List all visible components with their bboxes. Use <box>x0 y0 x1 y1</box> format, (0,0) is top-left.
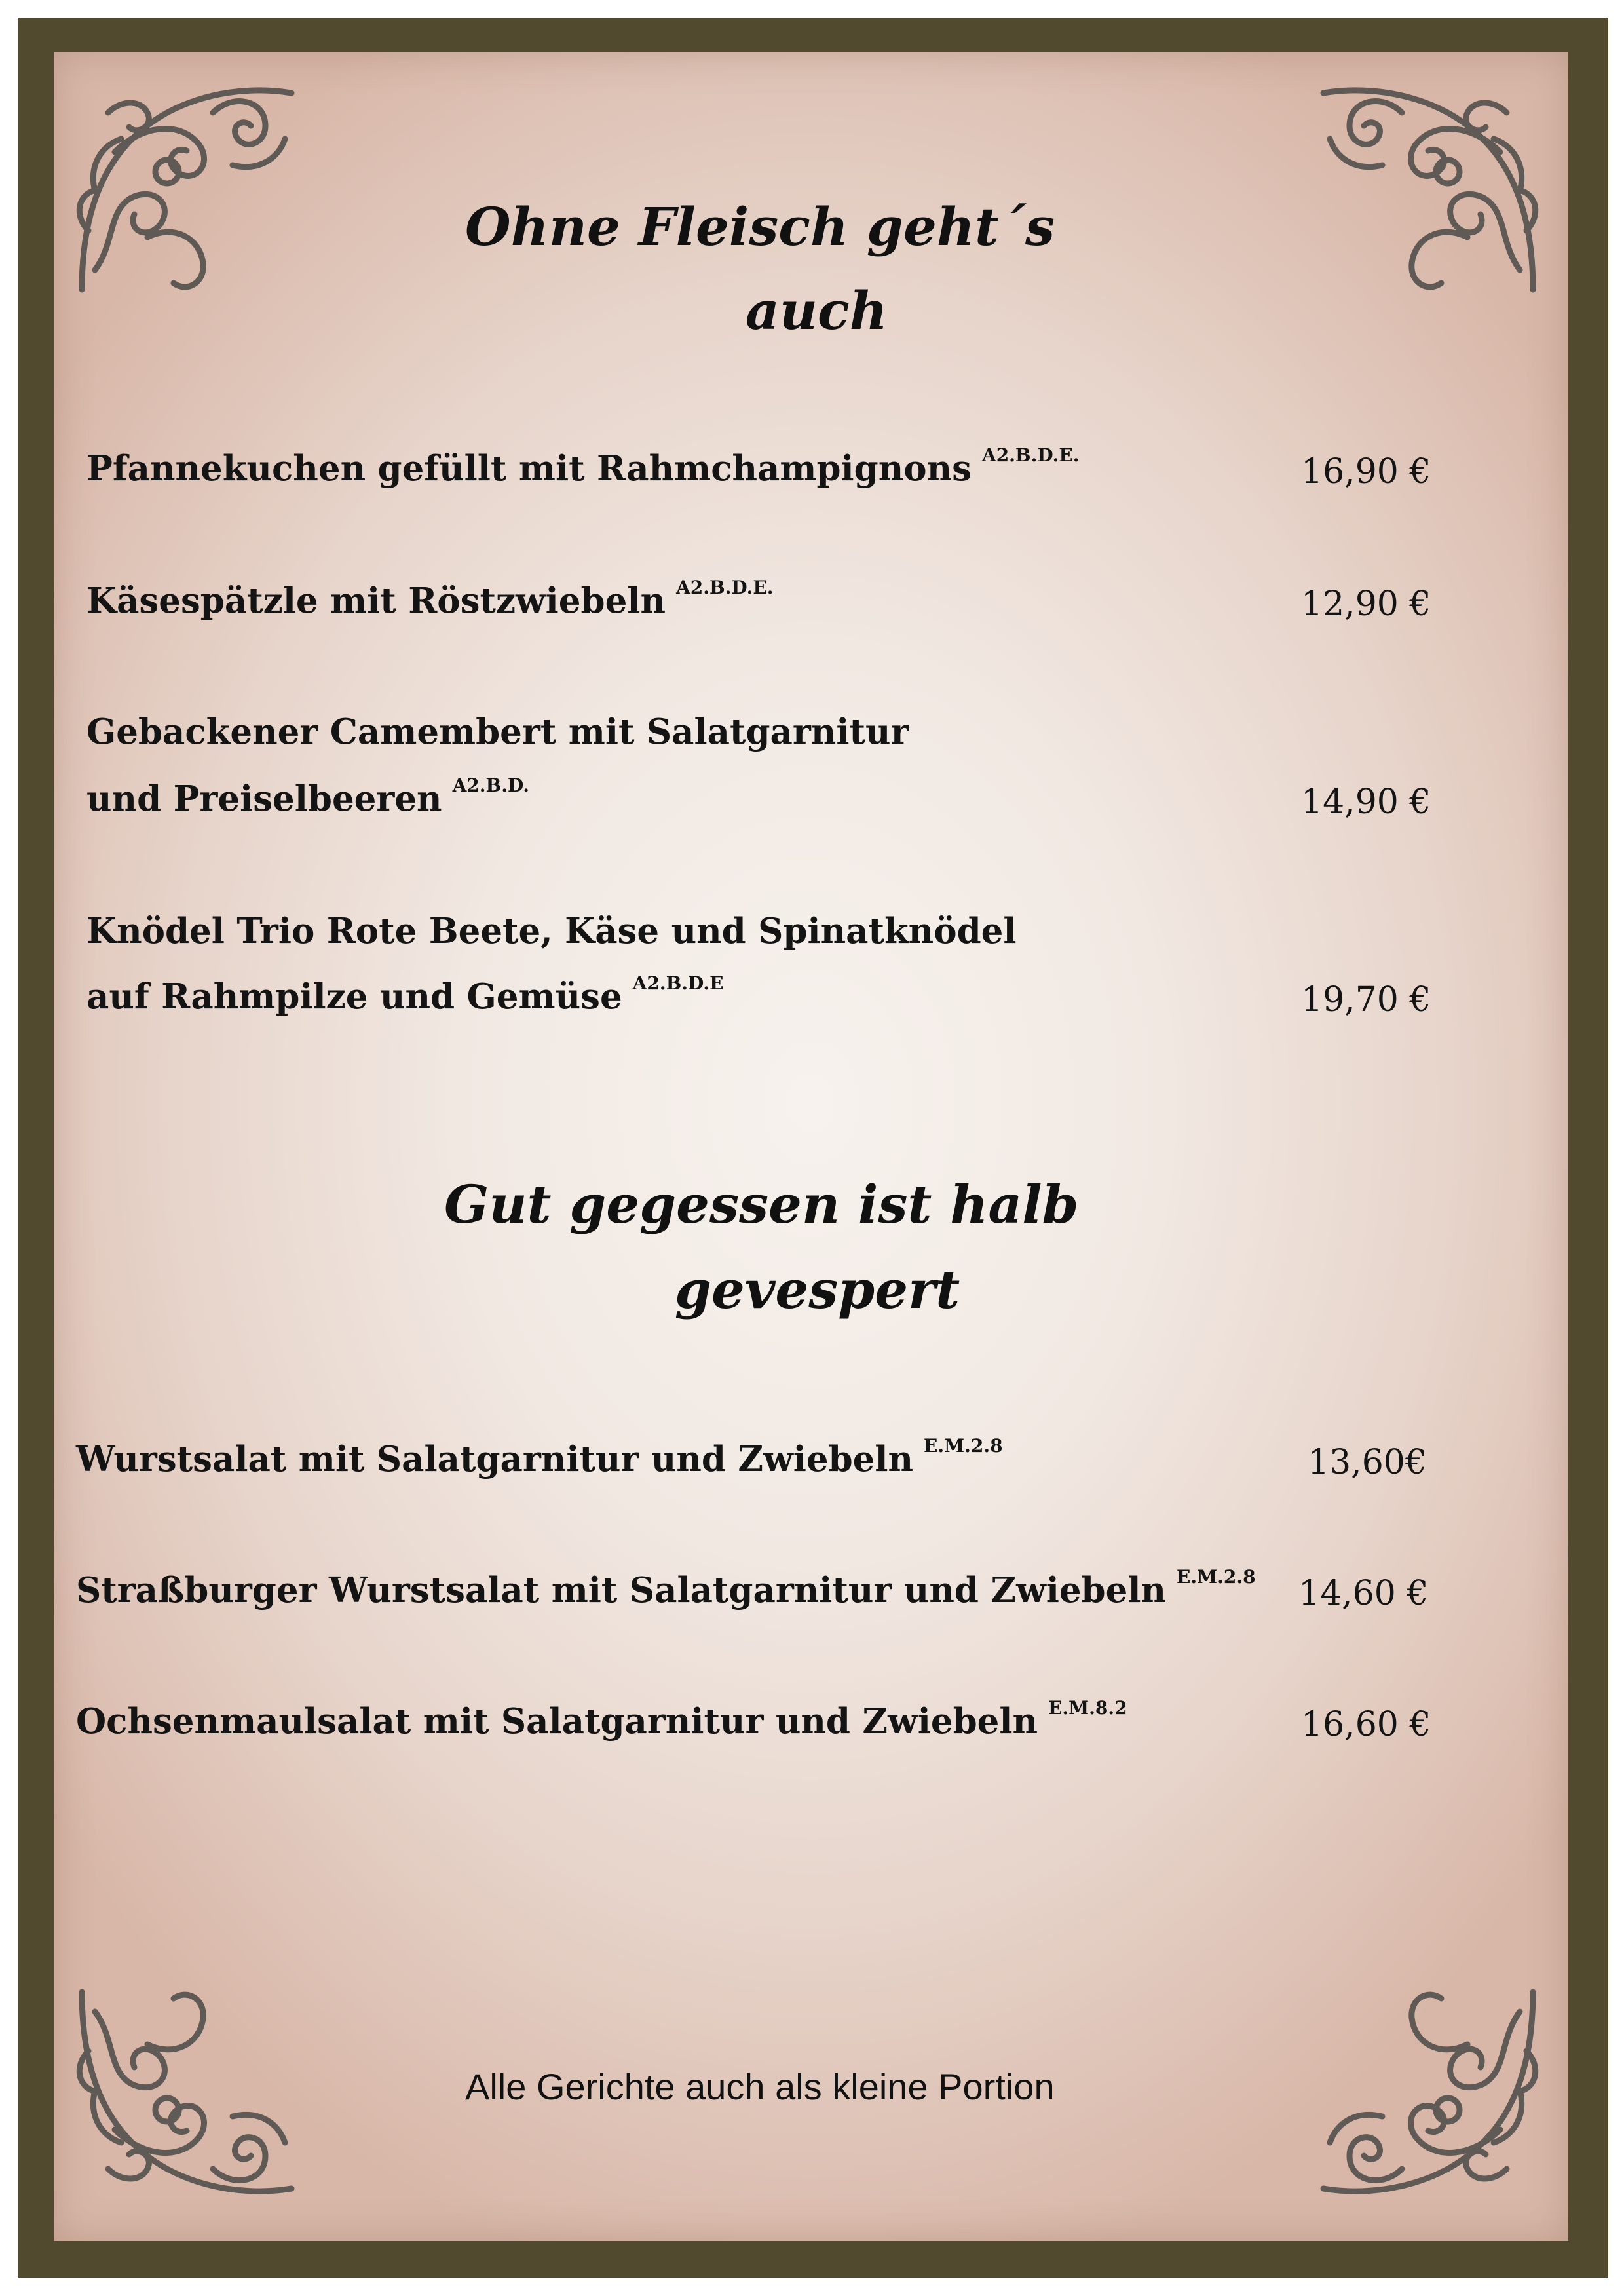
allergen-codes: A2.B.D.E. <box>981 444 1080 466</box>
menu-item-name: Straßburger Wurstsalat mit Salatgarnitur und Zwiebeln $^{E.M.2.8}$ <box>76 1566 1256 1611</box>
menu-page <box>54 52 1568 2241</box>
menu-item-name-line1: Gebackener Camembert mit Salatgarnitur <box>86 712 909 752</box>
floral-corner-ornament-icon <box>69 1972 305 2208</box>
menu-item-price: 13,60€ <box>1308 1443 1427 1482</box>
menu-item-price: 16,90 € <box>1301 452 1431 491</box>
floral-corner-ornament-icon <box>69 73 305 309</box>
allergen-codes: A2.B.D. <box>452 775 529 796</box>
menu-item-name: Käsespätzle mit Röstzwiebeln $^{A2.B.D.E.}$ <box>86 577 774 621</box>
allergen-codes: E.M.2.8 <box>924 1435 1003 1457</box>
menu-item-name-line1: Knödel Trio Rote Beete, Käse und Spinatknödel <box>86 911 1017 951</box>
section-heading-line1: Gut gegessen ist halb <box>444 1174 1079 1235</box>
allergen-codes: E.M.2.8 <box>1177 1566 1256 1588</box>
menu-item-name: Pfannekuchen gefüllt mit Rahmchampignons $^{A2.B.D.E.}$ <box>86 444 1080 489</box>
allergen-codes: A2.B.D.E <box>632 972 724 994</box>
menu-item-price: 14,60 € <box>1298 1574 1429 1613</box>
menu-item-price: 16,60 € <box>1301 1705 1431 1744</box>
floral-corner-ornament-icon <box>1310 1972 1546 2208</box>
allergen-codes: E.M.8.2 <box>1048 1697 1127 1719</box>
menu-item-name-line2: und Preiselbeeren $^{A2.B.D.}$ <box>86 775 529 819</box>
menu-item-price: 12,90 € <box>1301 584 1431 624</box>
menu-item-name-line2: auf Rahmpilze und Gemüse $^{A2.B.D.E}$ <box>86 972 724 1017</box>
allergen-codes: A2.B.D.E. <box>675 577 774 598</box>
section-heading-line2: gevespert <box>675 1259 960 1320</box>
menu-item-name: Ochsenmaulsalat mit Salatgarnitur und Zwiebeln $^{E.M.8.2}$ <box>76 1697 1127 1742</box>
menu-item-price: 19,70 € <box>1301 980 1431 1020</box>
footer-note: Alle Gerichte auch als kleine Portion <box>465 2066 1055 2107</box>
floral-corner-ornament-icon <box>1310 73 1546 309</box>
section-heading-line2: auch <box>746 280 888 341</box>
menu-item-name: Wurstsalat mit Salatgarnitur und Zwiebeln $^{E.M.2.8}$ <box>76 1435 1003 1480</box>
menu-item-price: 14,90 € <box>1301 782 1431 822</box>
section-heading-line1: Ohne Fleisch geht´s <box>465 196 1055 258</box>
